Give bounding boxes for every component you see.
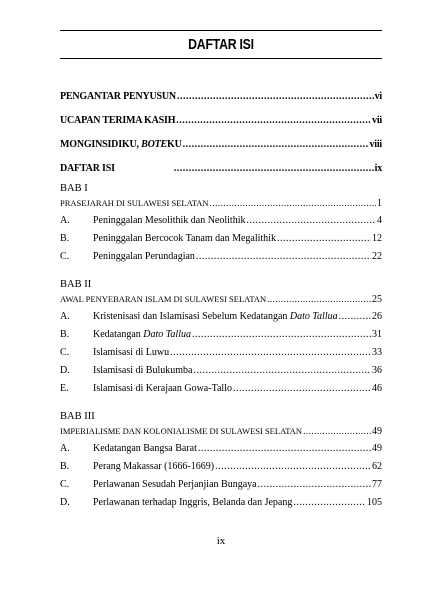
toc-entry-page: 105 xyxy=(367,497,382,508)
toc-entry-text: Peninggalan Bercocok Tanam dan Megalithik xyxy=(93,233,276,244)
toc-entry-text: Islamisasi di Bulukumba xyxy=(93,365,193,376)
toc-entry-text: UCAPAN TERIMA KASIH xyxy=(60,115,176,126)
toc-entry-letter: C. xyxy=(60,479,70,490)
toc-entry-page: vii xyxy=(372,115,382,126)
toc-entry-page: vi xyxy=(374,91,382,102)
toc-entry-pengantar xyxy=(60,90,382,104)
toc-entry-letter: B. xyxy=(60,233,70,244)
toc-entry-bab-2-e xyxy=(60,382,382,396)
dot-leader xyxy=(192,328,371,342)
toc-entry-letter: B. xyxy=(60,461,70,472)
toc-entry-monginsidiku xyxy=(60,138,382,152)
chapter-title-bab-1 xyxy=(60,196,382,210)
toc-entry-text: Peninggalan Perundagian xyxy=(93,251,195,262)
chapter-heading-bab-2: BAB II xyxy=(60,279,92,290)
page-number: ix xyxy=(216,535,226,547)
dot-leader xyxy=(215,460,371,474)
toc-entry-letter: B. xyxy=(60,329,70,340)
toc-entry-text-part: MONGINSIDIKU, xyxy=(60,139,142,150)
toc-entry-daftar-isi xyxy=(60,162,382,176)
toc-entry-page: 49 xyxy=(372,443,382,454)
dot-leader xyxy=(174,162,374,176)
dot-leader xyxy=(193,364,371,378)
title-rule xyxy=(60,58,382,59)
toc-entry-text xyxy=(93,310,338,324)
toc-entry-ucapan xyxy=(60,114,382,128)
toc-entry-text: IMPERIALISME DAN KOLONIALISME DI SULAWESI SELATAN xyxy=(60,426,303,436)
toc-entry-text: AWAL PENYEBARAN ISLAM DI SULAWESI SELATAN xyxy=(60,294,267,304)
toc-entry-bab-3-d xyxy=(60,496,382,510)
toc-entry-text-italic: Dato Tallua xyxy=(143,329,191,340)
toc-entry-letter: A. xyxy=(60,311,70,322)
page-title: DAFTAR ISI xyxy=(188,36,254,53)
toc-entry-bab-3-c xyxy=(60,478,382,492)
toc-entry-page: 31 xyxy=(372,329,382,340)
toc-entry-text: Perang Makassar (1666-1669) xyxy=(93,461,215,472)
toc-entry-page: 1 xyxy=(377,198,382,209)
toc-entry-letter: E. xyxy=(60,383,69,394)
toc-entry-page: ix xyxy=(374,163,382,174)
toc-entry-text: DAFTAR ISI xyxy=(60,163,115,174)
dot-leader xyxy=(196,250,371,264)
toc-entry-text-part: Kristenisasi dan Islamisasi Sebelum Kedatangan xyxy=(93,311,290,322)
toc-entry-bab-2-d xyxy=(60,364,382,378)
toc-entry-text-italic: BOTE xyxy=(141,139,167,150)
dot-leader xyxy=(210,196,376,210)
dot-leader xyxy=(177,90,374,104)
dot-leader xyxy=(233,382,371,396)
toc-entry-bab-3-b xyxy=(60,460,382,474)
toc-entry-text-italic: Dato Tallua xyxy=(289,311,338,322)
toc-entry-page: 46 xyxy=(372,383,382,394)
chapter-title-bab-3 xyxy=(60,424,382,438)
toc-entry-page: 77 xyxy=(372,479,382,490)
toc-entry-letter: C. xyxy=(60,251,70,262)
dot-leader xyxy=(198,442,371,456)
toc-entry-text xyxy=(60,138,182,152)
toc-entry-page: viii xyxy=(369,139,382,150)
toc-entry-page: 33 xyxy=(372,347,382,358)
toc-entry-page: 12 xyxy=(372,233,382,244)
toc-entry-page: 26 xyxy=(372,311,382,322)
dot-leader xyxy=(293,496,366,510)
toc-entry-bab-2-b xyxy=(60,328,382,342)
chapter-title-bab-2 xyxy=(60,292,382,306)
toc-entry-page: 25 xyxy=(372,294,382,305)
toc-entry-text-part: KU xyxy=(166,139,182,150)
dot-leader xyxy=(170,346,371,360)
dot-leader xyxy=(277,232,371,246)
toc-entry-text: Kedatangan Bangsa Barat xyxy=(93,443,197,454)
toc-entry-text xyxy=(93,328,191,342)
dot-leader xyxy=(246,214,376,228)
toc-entry-page: 36 xyxy=(372,365,382,376)
toc-entry-page: 22 xyxy=(372,251,382,262)
toc-entry-text: PRASEJARAH DI SULAWESI SELATAN xyxy=(60,198,209,208)
toc-entry-letter: A. xyxy=(60,443,70,454)
toc-entry-text: Islamisasi di Luwu xyxy=(93,347,170,358)
toc-entry-letter: C. xyxy=(60,347,70,358)
dot-leader xyxy=(303,424,371,438)
dot-leader xyxy=(267,292,371,306)
chapter-heading-bab-1: BAB I xyxy=(60,183,88,194)
toc-entry-text: Peninggalan Mesolithik dan Neolithik xyxy=(93,215,246,226)
toc-entry-bab-2-c xyxy=(60,346,382,360)
toc-entry-bab-3-a xyxy=(60,442,382,456)
dot-leader xyxy=(258,478,371,492)
toc-entry-letter: D. xyxy=(60,497,70,508)
toc-entry-text: Islamisasi di Kerajaan Gowa-Tallo xyxy=(93,383,232,394)
toc-entry-bab-1-c xyxy=(60,250,382,264)
chapter-heading-bab-3: BAB III xyxy=(60,411,95,422)
dot-leader xyxy=(339,310,371,324)
dot-leader xyxy=(176,114,371,128)
toc-entry-text: PENGANTAR PENYUSUN xyxy=(60,91,176,102)
dot-leader xyxy=(183,138,369,152)
toc-page xyxy=(60,30,382,590)
toc-entry-bab-1-a xyxy=(60,214,382,228)
toc-entry-page: 62 xyxy=(372,461,382,472)
toc-entry-page: 49 xyxy=(372,426,382,437)
toc-entry-bab-1-b xyxy=(60,232,382,246)
toc-entry-text: Perlawanan terhadap Inggris, Belanda dan Jepang xyxy=(93,497,293,508)
toc-entry-letter: A. xyxy=(60,215,70,226)
toc-entry-letter: D. xyxy=(60,365,70,376)
top-rule xyxy=(60,30,382,31)
toc-entry-text-part: Kedatangan xyxy=(93,329,144,340)
toc-entry-text: Perlawanan Sesudah Perjanjian Bungaya xyxy=(93,479,257,490)
toc-entry-page: 4 xyxy=(377,215,382,226)
toc-entry-bab-2-a xyxy=(60,310,382,324)
